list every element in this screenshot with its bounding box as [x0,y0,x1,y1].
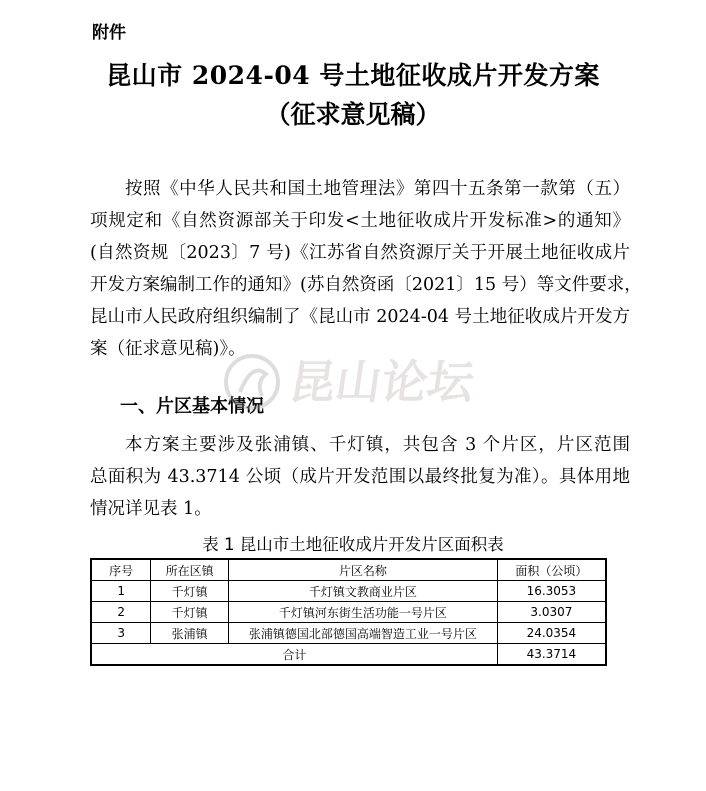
table-caption: 表 1 昆山市土地征收成片开发片区面积表 [202,535,504,554]
total-value: 43.3714 [497,644,606,666]
paragraph-line: 开发方案编制工作的通知》(苏自然资函〔2021〕15 号）等文件要求， [90,275,642,295]
paragraph-line: (自然资规〔2023〕7 号)《江苏省自然资源厅关于开展土地征收成片 [90,243,630,263]
area-table [90,558,607,666]
watermark-logo-icon [222,352,282,412]
table-header-row [91,559,606,581]
header-cell: 所在区镇 [151,559,229,581]
paragraph-line: 项规定和《自然资源部关于印发<土地征收成片开发标准>的通知》 [90,211,630,231]
table-cell: 3 [91,623,151,644]
paragraph-line: 情况详见表 1。 [90,499,212,519]
table-cell: 24.0354 [497,623,606,644]
paragraph-line: 按照《中华人民共和国土地管理法》第四十五条第一款第（五） [125,179,630,199]
watermark [222,346,512,420]
section-paragraph [90,429,630,525]
section-heading: 一、片区基本情况 [120,396,264,417]
header-cell: 片区名称 [228,559,497,581]
table-total-row [91,644,606,666]
header-cell: 面积（公顷） [497,559,606,581]
paragraph-line: 总面积为 43.3714 公顷（成片开发范围以最终批复为准）。具体用地 [90,467,630,487]
paragraph-line: 昆山市人民政府组织编制了《昆山市 2024-04 号土地征收成片开发方 [90,307,630,327]
table-cell: 16.3053 [497,581,606,602]
header-cell: 序号 [91,559,151,581]
table-cell: 千灯镇文教商业片区 [228,581,497,602]
table-cell: 张浦镇德国北部德国高端智造工业一号片区 [228,623,497,644]
table-row [91,602,606,623]
table-row [91,623,606,644]
paragraph-line: 案（征求意见稿)》。 [90,339,246,359]
watermark-text: 昆山论坛 [285,355,478,409]
document-subtitle: （征求意见稿） [265,100,441,129]
table-cell: 2 [91,602,151,623]
table-cell: 千灯镇河东街生活功能一号片区 [228,602,497,623]
total-label: 合计 [91,644,497,666]
table-row [91,581,606,602]
attachment-label: 附件 [92,23,126,43]
document-title: 昆山市 2024-04 号土地征收成片开发方案 [106,61,600,90]
paragraph-line: 本方案主要涉及张浦镇、千灯镇，共包含 3 个片区，片区范围 [125,435,630,455]
table-cell: 千灯镇 [151,581,229,602]
intro-paragraph [90,173,642,365]
table-cell: 千灯镇 [151,602,229,623]
table-cell: 3.0307 [497,602,606,623]
table-cell: 1 [91,581,151,602]
table-cell: 张浦镇 [151,623,229,644]
